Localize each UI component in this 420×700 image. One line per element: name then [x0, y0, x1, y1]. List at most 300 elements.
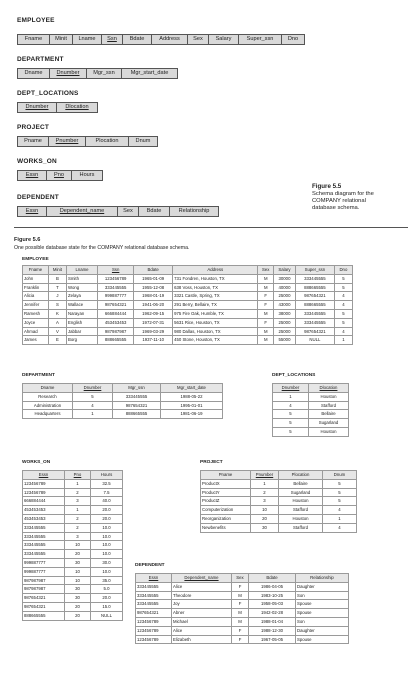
schema-attribute: Fname	[18, 35, 50, 44]
works-on-table-title: WORKS_ON	[22, 460, 51, 465]
table-cell: F	[258, 318, 274, 327]
table-cell: 1	[73, 410, 113, 419]
table-cell: 888665555	[296, 283, 335, 292]
table-cell: 999887777	[23, 567, 65, 576]
table-cell: ProductX	[201, 479, 251, 488]
table-cell: Alice	[172, 626, 232, 635]
table-cell: 10.0	[91, 541, 123, 550]
table-row	[23, 318, 353, 327]
table-row	[23, 594, 123, 603]
schema-attribute: Pnumber	[49, 137, 86, 146]
table-cell: 453453453	[98, 318, 134, 327]
schema-attribute: Hours	[79, 172, 95, 178]
table-cell: 987654321	[113, 401, 161, 410]
schema-attribute: Dnumber	[50, 69, 87, 78]
table-cell: 123456789	[23, 488, 65, 497]
table-cell: 987987987	[98, 327, 134, 336]
column-header: Pno	[65, 471, 91, 480]
schema-attribute: Minit	[50, 35, 73, 44]
table-row	[23, 392, 223, 401]
table-cell: 30000	[274, 274, 296, 283]
column-header: Dnumber	[273, 384, 309, 393]
department-table-title: DEPARTMENT	[22, 373, 55, 378]
table-cell: 20.0	[91, 506, 123, 515]
table-cell: 10.0	[91, 523, 123, 532]
table-cell: Spouse	[296, 600, 349, 609]
figure-divider	[14, 227, 408, 228]
table-row	[273, 427, 349, 436]
table-cell: 5	[273, 410, 309, 419]
table-cell: Franklin	[23, 283, 49, 292]
table-cell: Daughter	[296, 582, 349, 591]
table-cell: 5	[323, 479, 357, 488]
table-cell: 1988-12-30	[249, 626, 296, 635]
dept-locations-table-title: DEPT_LOCATIONS	[272, 373, 316, 378]
table-header-row	[201, 471, 357, 480]
table-row	[23, 576, 123, 585]
table-cell: Borg	[66, 336, 97, 345]
schema-attribute: Dno	[287, 36, 299, 42]
table-cell: J	[48, 292, 66, 301]
table-cell: 10	[65, 576, 91, 585]
table-cell: 15.0	[91, 602, 123, 611]
table-cell: B	[48, 274, 66, 283]
schema-attribute: Bdate	[139, 207, 170, 216]
table-cell: 1942-02-28	[249, 609, 296, 618]
table-cell: Narayan	[66, 309, 97, 318]
table-cell: Joyce	[23, 318, 49, 327]
table-cell: 5	[334, 283, 352, 292]
table-cell: James	[23, 336, 49, 345]
column-header: Bdate	[249, 574, 296, 583]
table-row	[201, 479, 357, 488]
table-cell: 987654321	[23, 602, 65, 611]
column-header: Dnum	[323, 471, 357, 480]
table-cell: Stafford	[279, 523, 323, 532]
table-cell: 987654321	[23, 594, 65, 603]
table-cell: Daughter	[296, 626, 349, 635]
table-cell: 4	[334, 301, 352, 310]
table-cell: 10	[65, 541, 91, 550]
table-cell: 1	[323, 514, 357, 523]
column-header: Minit	[48, 266, 66, 275]
table-cell: F	[258, 292, 274, 301]
table-cell: 987987987	[23, 585, 65, 594]
table-cell: 638 Voss, Houston, TX	[173, 283, 258, 292]
table-cell: S	[48, 301, 66, 310]
schema-attribute: Sex	[118, 207, 139, 216]
schema-department-title: DEPARTMENT	[17, 56, 64, 63]
table-cell: 987654321	[98, 301, 134, 310]
table-row	[23, 523, 123, 532]
table-cell: 1967-05-05	[249, 635, 296, 644]
table-row	[23, 585, 123, 594]
column-header: Dname	[23, 384, 73, 393]
table-row	[23, 479, 123, 488]
table-cell: 10	[65, 567, 91, 576]
table-cell: 333445555	[98, 283, 134, 292]
table-cell: Ramesh	[23, 309, 49, 318]
table-cell: 4	[323, 506, 357, 515]
table-cell: F	[258, 301, 274, 310]
project-table	[200, 470, 357, 533]
table-cell: 123456789	[136, 635, 172, 644]
schema-employee-title: EMPLOYEE	[17, 17, 55, 24]
table-cell: ProductZ	[201, 497, 251, 506]
table-cell: 333445555	[296, 274, 335, 283]
table-header-row	[273, 384, 349, 393]
employee-table	[22, 265, 353, 345]
figure-5-5-line: database schema.	[312, 205, 360, 211]
table-row	[136, 582, 349, 591]
table-cell: 333445555	[136, 591, 172, 600]
table-cell: 5	[73, 392, 113, 401]
table-cell: T	[48, 283, 66, 292]
table-cell: 333445555	[296, 309, 335, 318]
table-cell: F	[232, 626, 249, 635]
table-cell: M	[232, 591, 249, 600]
schema-attribute: Dnumber	[18, 103, 57, 112]
schema-project	[17, 136, 158, 147]
table-cell: 3	[251, 497, 279, 506]
table-cell: 4	[73, 401, 113, 410]
table-cell: 1988-05-22	[161, 392, 223, 401]
column-header: Dependent_name	[172, 574, 232, 583]
schema-attribute: Dnum	[135, 138, 151, 144]
table-row	[136, 617, 349, 626]
schema-attribute: Dependent_name	[47, 207, 118, 216]
table-cell: 453453453	[23, 506, 65, 515]
table-cell: 30.0	[91, 558, 123, 567]
table-row	[23, 558, 123, 567]
table-row	[136, 591, 349, 600]
table-cell: 888665555	[98, 336, 134, 345]
table-cell: M	[258, 274, 274, 283]
table-cell: 333445555	[23, 532, 65, 541]
schema-attribute: Dname	[18, 69, 50, 78]
table-cell: 453453453	[23, 514, 65, 523]
table-cell: 5.0	[91, 585, 123, 594]
table-cell: 30	[65, 558, 91, 567]
column-header: Address	[173, 266, 258, 275]
table-cell: Houston	[309, 427, 349, 436]
table-cell: Reorganization	[201, 514, 251, 523]
table-cell: 333445555	[136, 582, 172, 591]
table-cell: Bellaire	[279, 479, 323, 488]
table-cell: M	[232, 617, 249, 626]
table-cell: Wong	[66, 283, 97, 292]
table-cell: 999887777	[98, 292, 134, 301]
figure-5-6-caption: One possible database state for the COMPANY relational database schema.	[14, 245, 190, 251]
table-cell: 888665555	[296, 301, 335, 310]
table-cell: 5	[273, 419, 309, 428]
table-cell: 1972-07-31	[134, 318, 173, 327]
table-cell: Theodore	[172, 591, 232, 600]
schema-attribute: Pname	[18, 137, 49, 146]
table-cell: 40.0	[91, 497, 123, 506]
table-cell: E	[48, 336, 66, 345]
table-cell: John	[23, 274, 49, 283]
table-cell: Jabbar	[66, 327, 97, 336]
table-cell: 4	[323, 523, 357, 532]
table-cell: Alicia	[23, 292, 49, 301]
table-cell: 20	[65, 550, 91, 559]
table-cell: 25000	[274, 327, 296, 336]
table-cell: Elizabeth	[172, 635, 232, 644]
table-cell: 20	[251, 514, 279, 523]
table-cell: 10.0	[91, 550, 123, 559]
column-header: Bdate	[134, 266, 173, 275]
schema-attribute: Lname	[73, 35, 102, 44]
schema-department	[17, 68, 178, 79]
table-cell: Alice	[172, 582, 232, 591]
table-cell: Spouse	[296, 635, 349, 644]
table-cell: 123456789	[98, 274, 134, 283]
schema-dept-locations-title: DEPT_LOCATIONS	[17, 90, 79, 97]
table-row	[23, 550, 123, 559]
dependent-table-title: DEPENDENT	[135, 563, 165, 568]
table-cell: 1	[273, 392, 309, 401]
table-row	[201, 506, 357, 515]
table-cell: Houston	[279, 497, 323, 506]
schema-attribute: Dlocation	[65, 104, 89, 110]
table-cell: 3321 Castle, Spring, TX	[173, 292, 258, 301]
table-row	[23, 514, 123, 523]
schema-dept-locations	[17, 102, 98, 113]
table-cell: 32.5	[91, 479, 123, 488]
table-cell: 1937-11-10	[134, 336, 173, 345]
schema-attribute: Plocation	[86, 137, 129, 146]
figure-5-5-line: Schema diagram for the	[312, 191, 374, 197]
table-row	[23, 309, 353, 318]
table-cell: 1988-01-04	[249, 617, 296, 626]
schema-attribute: Salary	[209, 35, 239, 44]
table-row	[273, 410, 349, 419]
table-row	[23, 488, 123, 497]
table-cell: 1995-01-01	[161, 401, 223, 410]
table-cell: Wallace	[66, 301, 97, 310]
table-cell: K	[48, 309, 66, 318]
dependent-table	[135, 573, 349, 644]
table-cell: Abner	[172, 609, 232, 618]
figure-5-5-line: COMPANY relational	[312, 198, 366, 204]
table-cell: 1965-01-09	[134, 274, 173, 283]
table-row	[23, 327, 353, 336]
table-row	[201, 514, 357, 523]
table-cell: Jennifer	[23, 301, 49, 310]
column-header: Lname	[66, 266, 97, 275]
table-cell: Ahmad	[23, 327, 49, 336]
table-cell: 1	[65, 479, 91, 488]
table-row	[273, 392, 349, 401]
schema-attribute: Super_ssn	[239, 35, 282, 44]
table-row	[201, 497, 357, 506]
table-cell: 1	[334, 336, 352, 345]
table-cell: 333445555	[136, 600, 172, 609]
column-header: Sex	[232, 574, 249, 583]
table-cell: 123456789	[23, 479, 65, 488]
table-cell: Headquarters	[23, 410, 73, 419]
table-row	[23, 274, 353, 283]
table-cell: Spouse	[296, 609, 349, 618]
column-header: Dno	[334, 266, 352, 275]
table-cell: 10.0	[91, 567, 123, 576]
table-cell: 4	[334, 327, 352, 336]
table-row	[23, 541, 123, 550]
table-cell: M	[232, 609, 249, 618]
table-cell: Michael	[172, 617, 232, 626]
column-header: Ssn	[98, 266, 134, 275]
table-cell: 980 Dallas, Houston, TX	[173, 327, 258, 336]
table-cell: 1955-12-08	[134, 283, 173, 292]
project-table-title: PROJECT	[200, 460, 223, 465]
table-cell: NULL	[296, 336, 335, 345]
table-cell: 975 Fire Oak, Humble, TX	[173, 309, 258, 318]
table-cell: 987987987	[23, 576, 65, 585]
table-row	[23, 532, 123, 541]
table-cell: 25000	[274, 318, 296, 327]
table-cell: 35.0	[91, 576, 123, 585]
table-cell: 1983-10-25	[249, 591, 296, 600]
column-header: Mgr_start_date	[161, 384, 223, 393]
schema-works-on	[17, 170, 103, 181]
column-header: Relationship	[296, 574, 349, 583]
figure-5-6-label: Figure 5.6	[14, 237, 41, 243]
table-cell: F	[232, 582, 249, 591]
table-cell: 731 Fondren, Houston, TX	[173, 274, 258, 283]
column-header: Plocation	[279, 471, 323, 480]
schema-attribute: Bdate	[123, 35, 152, 44]
table-row	[23, 283, 353, 292]
table-cell: 1968-01-19	[134, 292, 173, 301]
table-cell: Joy	[172, 600, 232, 609]
table-row	[23, 410, 223, 419]
table-cell: Son	[296, 617, 349, 626]
column-header: Essn	[136, 574, 172, 583]
figure-5-5-caption	[312, 183, 412, 212]
table-cell: 888665555	[113, 410, 161, 419]
works-on-table	[22, 470, 123, 621]
table-row	[136, 600, 349, 609]
column-header: Sex	[258, 266, 274, 275]
table-cell: 2	[65, 514, 91, 523]
table-row	[201, 488, 357, 497]
table-row	[23, 401, 223, 410]
table-cell: 5	[273, 427, 309, 436]
column-header: Essn	[23, 471, 65, 480]
table-row	[23, 567, 123, 576]
table-cell: Stafford	[279, 506, 323, 515]
table-cell: 123456789	[136, 617, 172, 626]
table-row	[23, 611, 123, 620]
table-row	[23, 602, 123, 611]
table-cell: 333445555	[23, 523, 65, 532]
table-cell: Son	[296, 591, 349, 600]
table-cell: 5631 Rice, Houston, TX	[173, 318, 258, 327]
table-cell: 3	[65, 497, 91, 506]
table-cell: 1	[65, 506, 91, 515]
table-cell: V	[48, 327, 66, 336]
schema-dependent	[17, 206, 219, 217]
table-cell: 5	[334, 274, 352, 283]
table-row	[273, 401, 349, 410]
table-cell: M	[258, 327, 274, 336]
table-cell: 4	[273, 401, 309, 410]
column-header: Pname	[201, 471, 251, 480]
table-cell: 333445555	[296, 318, 335, 327]
table-cell: English	[66, 318, 97, 327]
table-cell: 1	[251, 479, 279, 488]
schema-attribute: Essn	[18, 207, 47, 216]
table-cell: ProductY	[201, 488, 251, 497]
department-table	[22, 383, 223, 419]
column-header: Pnumber	[251, 471, 279, 480]
figure-5-5-label: Figure 5.5	[312, 183, 342, 190]
table-row	[23, 497, 123, 506]
table-cell: 40000	[274, 283, 296, 292]
table-cell: Houston	[279, 514, 323, 523]
table-cell: 30	[65, 585, 91, 594]
table-cell: 666884444	[23, 497, 65, 506]
table-cell: 123456789	[136, 626, 172, 635]
table-row	[23, 336, 353, 345]
table-cell: 1969-03-29	[134, 327, 173, 336]
table-cell: Zelaya	[66, 292, 97, 301]
schema-attribute: Mgr_start_date	[130, 70, 169, 76]
table-header-row	[23, 471, 123, 480]
table-cell: 7.5	[91, 488, 123, 497]
table-cell: 20.0	[91, 594, 123, 603]
table-cell: 20	[65, 611, 91, 620]
table-cell: 291 Berry, Bellaire, TX	[173, 301, 258, 310]
table-cell: Bellaire	[309, 410, 349, 419]
table-cell: 450 Stone, Houston, TX	[173, 336, 258, 345]
table-cell: 1986-04-05	[249, 582, 296, 591]
schema-attribute: Essn	[18, 171, 47, 180]
table-row	[136, 609, 349, 618]
column-header: Dlocation	[309, 384, 349, 393]
column-header: Super_ssn	[296, 266, 335, 275]
dept-locations-table	[272, 383, 349, 437]
schema-works-on-title: WORKS_ON	[17, 158, 57, 165]
table-cell: NULL	[91, 611, 123, 620]
employee-table-title: EMPLOYEE	[22, 257, 49, 262]
schema-employee	[17, 34, 305, 45]
table-cell: Newbenefits	[201, 523, 251, 532]
schema-attribute: Relationship	[178, 208, 210, 214]
table-cell: A	[48, 318, 66, 327]
table-cell: 38000	[274, 309, 296, 318]
schema-attribute: Address	[152, 35, 188, 44]
table-cell: 20.0	[91, 514, 123, 523]
table-cell: 999887777	[23, 558, 65, 567]
table-header-row	[23, 384, 223, 393]
table-cell: 1981-06-19	[161, 410, 223, 419]
table-header-row	[136, 574, 349, 583]
table-cell: 5	[323, 497, 357, 506]
table-cell: M	[258, 283, 274, 292]
table-cell: 1958-05-03	[249, 600, 296, 609]
schema-attribute: Sex	[188, 35, 209, 44]
table-row	[136, 635, 349, 644]
table-row	[23, 292, 353, 301]
column-header: Dnumber	[73, 384, 113, 393]
table-cell: F	[232, 635, 249, 644]
table-row	[201, 523, 357, 532]
table-cell: F	[232, 600, 249, 609]
table-cell: 30	[65, 594, 91, 603]
table-row	[136, 626, 349, 635]
